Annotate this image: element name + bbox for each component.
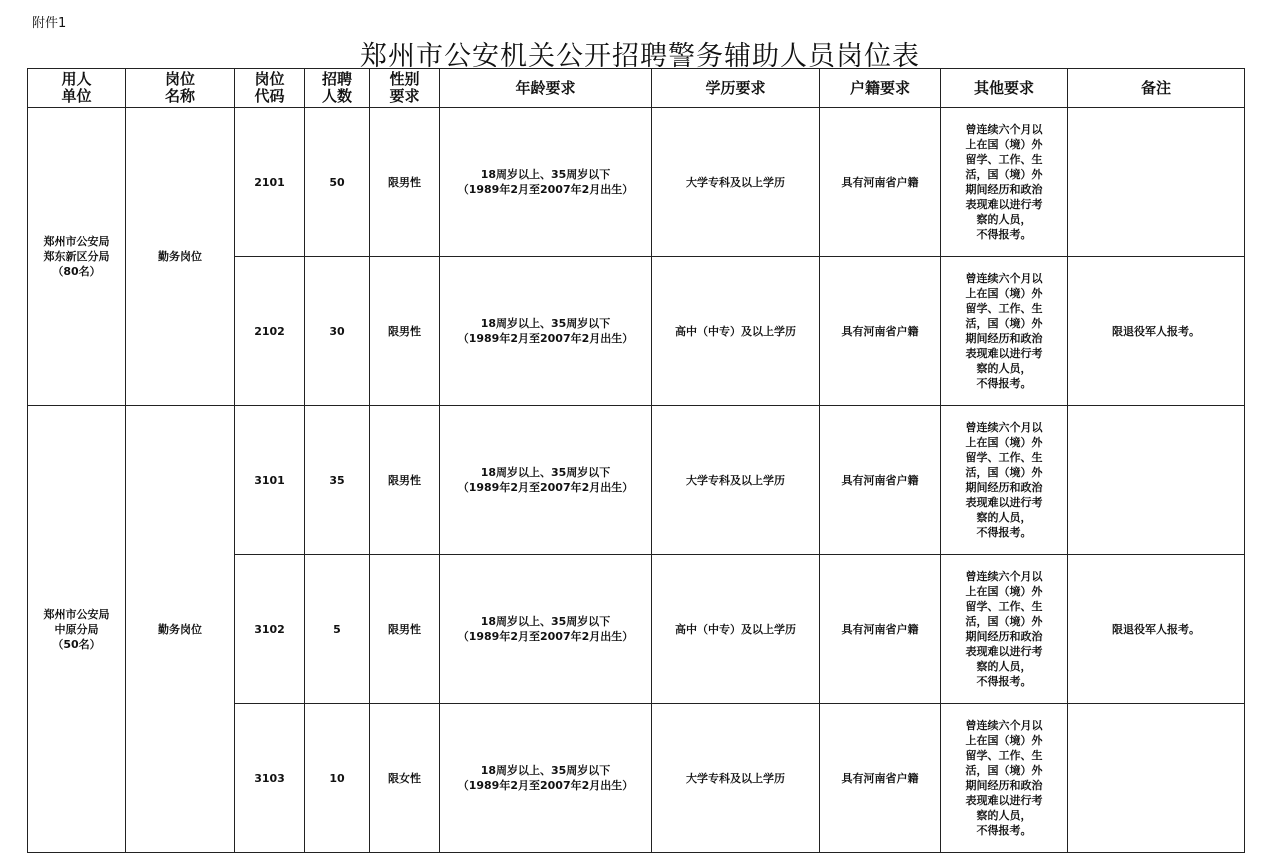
- header-code: 岗位 代码: [235, 69, 305, 108]
- code-cell: 2102: [235, 257, 305, 406]
- table-body: [28, 108, 1245, 853]
- age-cell: 18周岁以上、35周岁以下 （1989年2月至2007年2月出生）: [440, 704, 652, 853]
- education-cell: 高中（中专）及以上学历: [652, 257, 820, 406]
- age-cell: 18周岁以上、35周岁以下 （1989年2月至2007年2月出生）: [440, 555, 652, 704]
- hukou-cell: 具有河南省户籍: [820, 257, 941, 406]
- age-cell: 18周岁以上、35周岁以下 （1989年2月至2007年2月出生）: [440, 108, 652, 257]
- position-cell: 勤务岗位: [126, 406, 235, 853]
- unit-cell: 郑州市公安局 郑东新区分局 （80名）: [28, 108, 126, 406]
- hukou-cell: 具有河南省户籍: [820, 108, 941, 257]
- age-cell: 18周岁以上、35周岁以下 （1989年2月至2007年2月出生）: [440, 406, 652, 555]
- unit-cell: 郑州市公安局 中原分局 （50名）: [28, 406, 126, 853]
- count-cell: 10: [305, 704, 370, 853]
- hukou-cell: 具有河南省户籍: [820, 704, 941, 853]
- hukou-cell: 具有河南省户籍: [820, 406, 941, 555]
- code-cell: 3101: [235, 406, 305, 555]
- remark-cell: [1068, 108, 1245, 257]
- page-title: 郑州市公安机关公开招聘警务辅助人员岗位表: [360, 41, 920, 72]
- other-cell: 曾连续六个月以 上在国（境）外 留学、工作、生 活，国（境）外 期间经历和政治 表现难以进行考 察的人员， 不得报考。: [941, 108, 1068, 257]
- gender-cell: 限女性: [370, 704, 440, 853]
- positions-table: [27, 68, 1245, 853]
- header-hukou: 户籍要求: [820, 69, 941, 108]
- header-count: 招聘 人数: [305, 69, 370, 108]
- other-cell: 曾连续六个月以 上在国（境）外 留学、工作、生 活，国（境）外 期间经历和政治 表现难以进行考 察的人员， 不得报考。: [941, 555, 1068, 704]
- remark-cell: [1068, 406, 1245, 555]
- count-cell: 35: [305, 406, 370, 555]
- header-age: 年龄要求: [440, 69, 652, 108]
- count-cell: 50: [305, 108, 370, 257]
- education-cell: 高中（中专）及以上学历: [652, 555, 820, 704]
- education-cell: 大学专科及以上学历: [652, 704, 820, 853]
- code-cell: 3103: [235, 704, 305, 853]
- position-cell: 勤务岗位: [126, 108, 235, 406]
- gender-cell: 限男性: [370, 257, 440, 406]
- gender-cell: 限男性: [370, 555, 440, 704]
- other-cell: 曾连续六个月以 上在国（境）外 留学、工作、生 活，国（境）外 期间经历和政治 表现难以进行考 察的人员， 不得报考。: [941, 704, 1068, 853]
- table-header-row: [28, 69, 1245, 108]
- header-remark: 备注: [1068, 69, 1245, 108]
- gender-cell: 限男性: [370, 406, 440, 555]
- header-unit: 用人 单位: [28, 69, 126, 108]
- remark-cell: [1068, 704, 1245, 853]
- other-cell: 曾连续六个月以 上在国（境）外 留学、工作、生 活，国（境）外 期间经历和政治 表现难以进行考 察的人员， 不得报考。: [941, 257, 1068, 406]
- code-cell: 3102: [235, 555, 305, 704]
- education-cell: 大学专科及以上学历: [652, 406, 820, 555]
- table-row: [28, 406, 1245, 555]
- remark-cell: 限退役军人报考。: [1068, 555, 1245, 704]
- header-education: 学历要求: [652, 69, 820, 108]
- header-other: 其他要求: [941, 69, 1068, 108]
- gender-cell: 限男性: [370, 108, 440, 257]
- education-cell: 大学专科及以上学历: [652, 108, 820, 257]
- age-cell: 18周岁以上、35周岁以下 （1989年2月至2007年2月出生）: [440, 257, 652, 406]
- remark-cell: 限退役军人报考。: [1068, 257, 1245, 406]
- table-row: [28, 108, 1245, 257]
- header-gender: 性别 要求: [370, 69, 440, 108]
- annex-label: 附件1: [32, 16, 67, 31]
- count-cell: 5: [305, 555, 370, 704]
- header-position: 岗位 名称: [126, 69, 235, 108]
- hukou-cell: 具有河南省户籍: [820, 555, 941, 704]
- code-cell: 2101: [235, 108, 305, 257]
- count-cell: 30: [305, 257, 370, 406]
- other-cell: 曾连续六个月以 上在国（境）外 留学、工作、生 活，国（境）外 期间经历和政治 表现难以进行考 察的人员， 不得报考。: [941, 406, 1068, 555]
